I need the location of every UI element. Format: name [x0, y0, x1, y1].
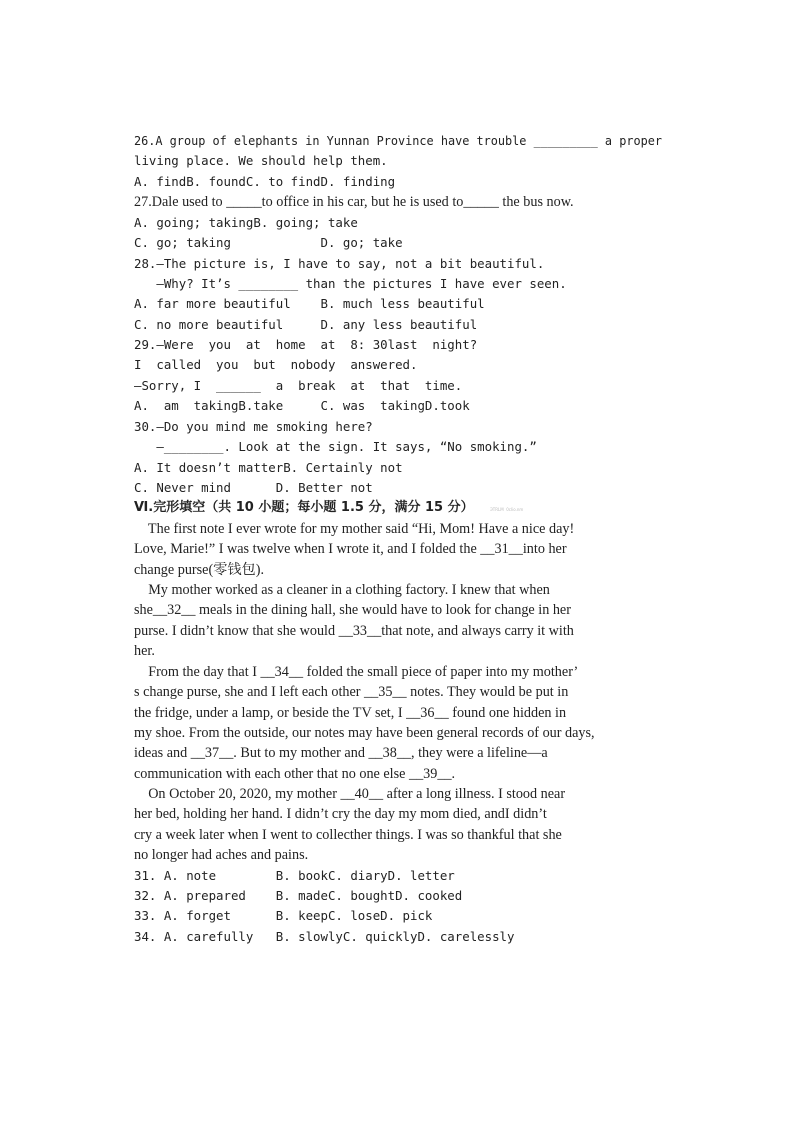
option-34: 34. A. carefully B. slowlyC. quicklyD. carelessly	[134, 929, 515, 944]
question-29-options: A. am takingB.take C. was takingD.took	[134, 398, 470, 413]
question-27-options-2: C. go; taking D. go; take	[134, 235, 403, 250]
passage-line-7: her.	[134, 643, 155, 659]
question-30-line-2: —________. Look at the sign. It says, “No smoking.”	[134, 439, 537, 454]
question-26-line-1: 26.A group of elephants in Yunnan Province have trouble _________ a proper	[134, 133, 663, 148]
passage-line-15: her bed, holding her hand. I didn’t cry the day my mom died, andI didn’t	[134, 806, 547, 822]
watermark-text: ЭTRLM 0clio.nm	[490, 507, 524, 512]
question-26-line-2: living place. We should help them.	[134, 153, 388, 168]
passage-line-2: Love, Marie!” I was twelve when I wrote it, and I folded the __31__into her	[134, 541, 567, 557]
section-heading: Ⅵ.完形填空（共 10 小题；每小题 1.5 分，满分 15 分）	[134, 500, 474, 515]
passage-line-1: The first note I ever wrote for my mother said “Hi, Mom! Have a nice day!	[134, 521, 575, 537]
question-30-line-1: 30.—Do you mind me smoking here?	[134, 419, 373, 434]
passage-line-11: my shoe. From the outside, our notes may have been general records of our days,	[134, 725, 595, 741]
passage-line-5: she__32__ meals in the dining hall, she would have to look for change in her	[134, 602, 571, 618]
passage-line-9: s change purse, she and I left each other __35__ notes. They would be put in	[134, 684, 569, 700]
question-26-options: A. findB. foundC. to findD. finding	[134, 174, 396, 189]
passage-line-14: On October 20, 2020, my mother __40__ after a long illness. I stood near	[134, 786, 566, 802]
passage-line-4: My mother worked as a cleaner in a clothing factory. I knew that when	[134, 582, 550, 598]
question-28-line-2: —Why? It’s ________ than the pictures I have ever seen.	[134, 276, 567, 291]
option-31: 31. A. note B. bookC. diaryD. letter	[134, 868, 455, 883]
question-27-line-1: 27.Dale used to _____to office in his car, but he is used to_____ the bus now.	[134, 194, 574, 210]
option-33: 33. A. forget B. keepC. loseD. pick	[134, 908, 433, 923]
question-27-options-1: A. going; takingB. going; take	[134, 215, 358, 230]
question-30-options-1: A. It doesn’t matterB. Certainly not	[134, 460, 403, 475]
question-30-options-2: C. Never mind D. Better not	[134, 480, 373, 495]
question-29-line-3: —Sorry, I ______ a break at that time.	[134, 378, 463, 393]
question-28-line-1: 28.—The picture is, I have to say, not a bit beautiful.	[134, 256, 545, 271]
passage-line-8: From the day that I __34__ folded the small piece of paper into my mother’	[134, 664, 579, 680]
passage-line-17: no longer had aches and pains.	[134, 847, 309, 863]
passage-line-6: purse. I didn’t know that she would __33__that note, and always carry it with	[134, 623, 574, 639]
question-28-options-2: C. no more beautiful D. any less beautiful	[134, 317, 478, 332]
passage-line-16: cry a week later when I went to collecther things. I was so thankful that she	[134, 827, 562, 843]
passage-line-13: communication with each other that no one else __39__.	[134, 766, 456, 782]
question-29-line-1: 29.—Were you at home at 8: 30last night?	[134, 337, 478, 352]
question-29-line-2: I called you but nobody answered.	[134, 357, 418, 372]
question-28-options-1: A. far more beautiful B. much less beautiful	[134, 296, 485, 311]
passage-line-10: the fridge, under a lamp, or beside the TV set, I __36__ found one hidden in	[134, 705, 567, 721]
passage-line-12: ideas and __37__. But to my mother and __38__, they were a lifeline—a	[134, 745, 548, 761]
passage-line-3: change purse(零钱包).	[134, 562, 265, 578]
option-32: 32. A. prepared B. madeC. boughtD. cooked	[134, 888, 463, 903]
